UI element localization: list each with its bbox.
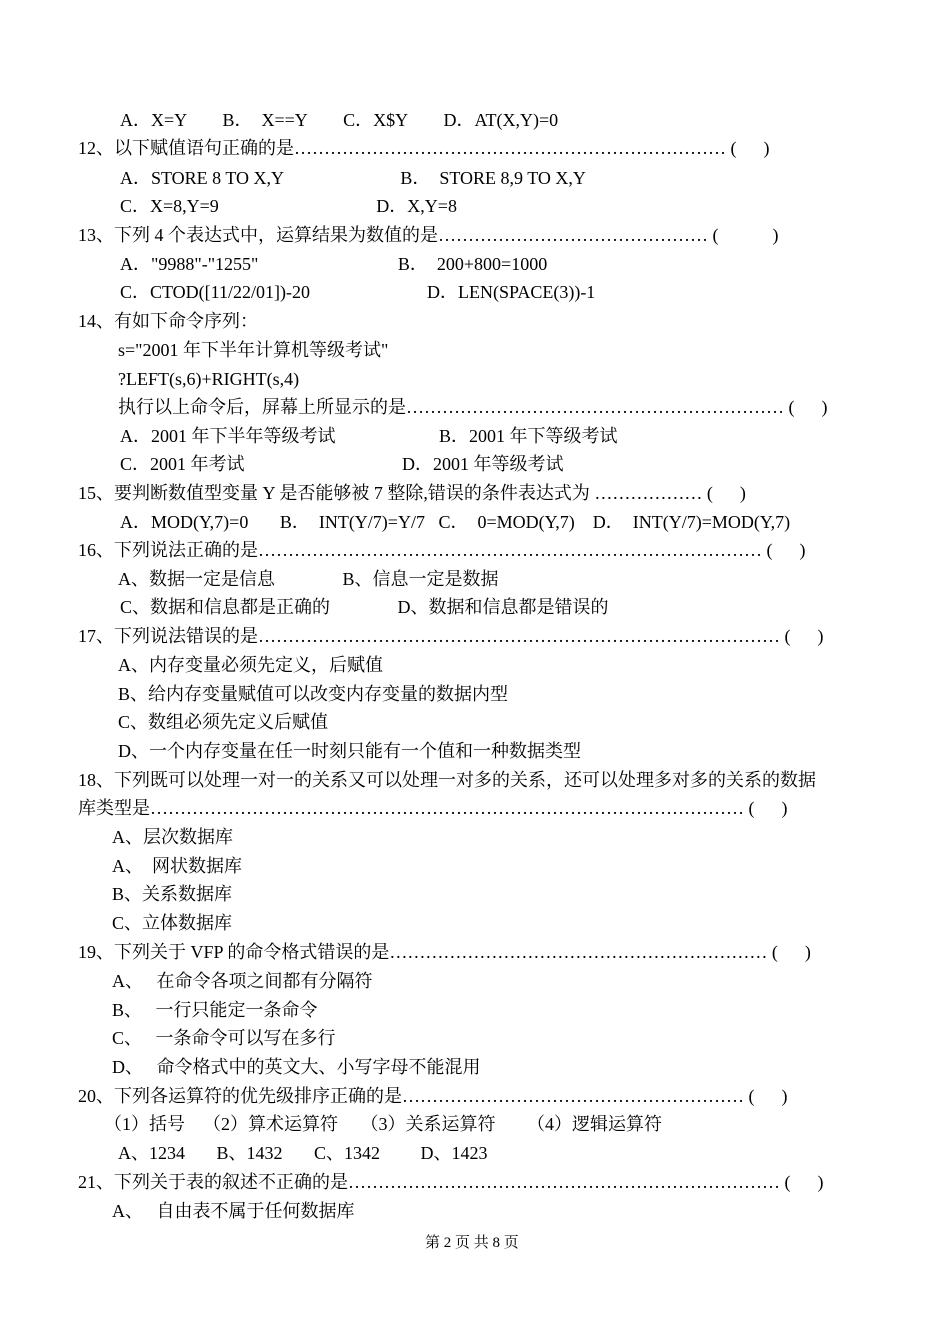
q14-question: 执行以上命令后，屏幕上所显示的是……………………………………………………… ( ) bbox=[118, 397, 828, 417]
q13-options-ab: A．"9988"-"1255" B． 200+800=1000 bbox=[120, 254, 548, 274]
q18-option-a: A、层次数据库 bbox=[112, 827, 233, 847]
page-footer: 第 2 页 共 8 页 bbox=[425, 1235, 519, 1251]
q13-stem: 13、下列 4 个表达式中，运算结果为数值的是……………………………………… ( ) bbox=[78, 225, 779, 245]
q19-option-a: A、 在命令各项之间都有分隔符 bbox=[112, 971, 373, 991]
q19-option-c: C、 一条命令可以写在多行 bbox=[112, 1028, 336, 1048]
q18-option-a2: A、 网状数据库 bbox=[112, 856, 242, 876]
q21-stem: 21、下列关于表的叙述不正确的是……………………………………………………………… ( ) bbox=[78, 1172, 824, 1192]
q14-code-line-2: ?LEFT(s,6)+RIGHT(s,4) bbox=[118, 369, 300, 389]
q19-stem: 19、下列关于 VFP 的命令格式错误的是……………………………………………………… ( ) bbox=[78, 942, 811, 962]
q14-options-ab: A．2001 年下半年等级考试 B．2001 年下等级考试 bbox=[120, 426, 618, 446]
q17-option-d: D、一个内存变量在任一时刻只能有一个值和一种数据类型 bbox=[118, 741, 581, 761]
q19-option-b: B、 一行只能定一条命令 bbox=[112, 1000, 318, 1020]
q18-stem-line-2: 库类型是……………………………………………………………………………………… ( ) bbox=[78, 798, 788, 818]
q12-options-cd: C．X=8,Y=9 D．X,Y=8 bbox=[120, 196, 457, 216]
q17-stem: 17、下列说法错误的是…………………………………………………………………………… ( ) bbox=[78, 626, 824, 646]
q18-option-c: C、立体数据库 bbox=[112, 913, 233, 933]
q16-options-cd: C、数据和信息都是正确的 D、数据和信息都是错误的 bbox=[120, 597, 609, 617]
q18-option-b: B、关系数据库 bbox=[112, 884, 233, 904]
q11-options: A．X=Y B． X==Y C．X$Y D．AT(X,Y)=0 bbox=[120, 110, 559, 130]
q20-options: A、1234 B、1432 C、1342 D、1423 bbox=[118, 1143, 488, 1163]
q16-stem: 16、下列说法正确的是………………………………………………………………………… ( ) bbox=[78, 540, 806, 560]
q20-items: （1）括号 （2）算术运算符 （3）关系运算符 （4）逻辑运算符 bbox=[104, 1114, 662, 1134]
q17-option-a: A、内存变量必须先定义，后赋值 bbox=[118, 655, 383, 675]
q18-stem-line-1: 18、下列既可以处理一对一的关系又可以处理一对多的关系，还可以处理多对多的关系的数据 bbox=[78, 770, 816, 790]
q17-option-b: B、给内存变量赋值可以改变内存变量的数据内型 bbox=[118, 684, 509, 704]
q21-option-a: A、 自由表不属于任何数据库 bbox=[112, 1201, 355, 1221]
q12-options-ab: A．STORE 8 TO X,Y B． STORE 8,9 TO X,Y bbox=[120, 168, 586, 188]
q17-option-c: C、数组必须先定义后赋值 bbox=[118, 712, 329, 732]
q19-option-d: D、 命令格式中的英文大、小写字母不能混用 bbox=[112, 1057, 481, 1077]
q20-stem: 20、下列各运算符的优先级排序正确的是………………………………………………… ( ) bbox=[78, 1086, 788, 1106]
q14-options-cd: C．2001 年考试 D．2001 年等级考试 bbox=[120, 454, 564, 474]
q12-stem: 12、以下赋值语句正确的是……………………………………………………………… ( ) bbox=[78, 138, 770, 158]
q16-options-ab: A、数据一定是信息 B、信息一定是数据 bbox=[118, 569, 499, 589]
q15-options: A．MOD(Y,7)=0 B． INT(Y/7)=Y/7 C． 0=MOD(Y,7) D． INT(Y/7)=MOD(Y,7) bbox=[120, 512, 791, 532]
q14-code-line-1: s="2001 年下半年计算机等级考试" bbox=[118, 340, 389, 360]
q15-stem: 15、要判断数值型变量 Y 是否能够被 7 整除,错误的条件表达式为 ……………… ( ) bbox=[78, 483, 746, 503]
q14-stem: 14、有如下命令序列： bbox=[78, 311, 258, 331]
q13-options-cd: C．CTOD([11/22/01])-20 D．LEN(SPACE(3))-1 bbox=[120, 282, 596, 302]
